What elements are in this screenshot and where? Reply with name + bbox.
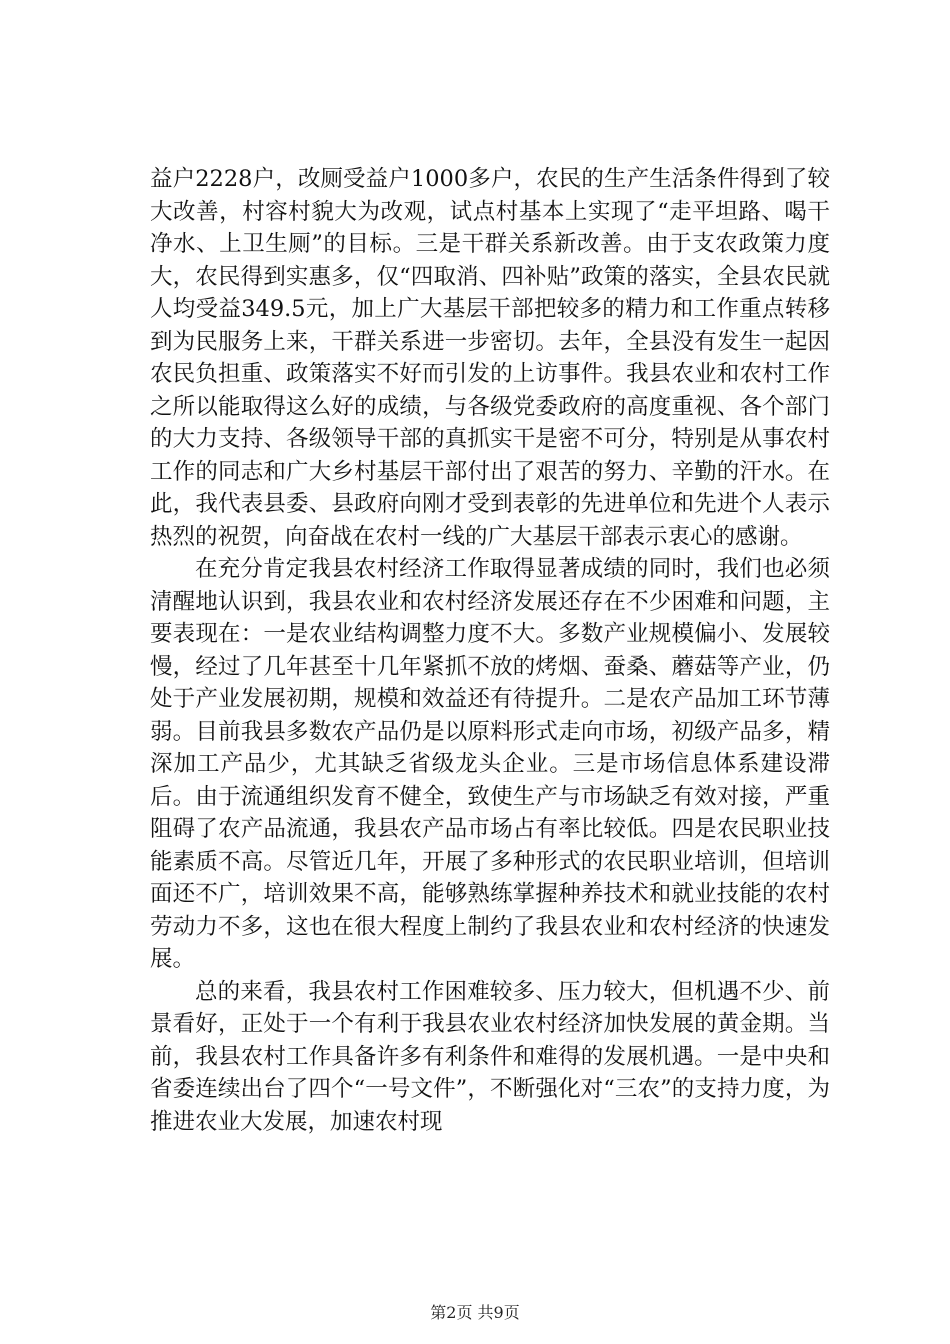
paragraph-1: 益户2228户，改厕受益户1000多户，农民的生产生活条件得到了较大改善，村容村貌大为改观，试点村基本上实现了“走平坦路、喝干净水、上卫生厕”的目标。三是干群关系新改善。由于支农政策力度大，农民得到实惠多，仅“四取消、四补贴”政策的落实，全县农民就人均受益349.5元，加上广大基层干部把较多的精力和工作重点转移到为民服务上来，干群关系进一步密切。去年，全县没有发生一起因农民负担重、政策落实不好而引发的上访事件。我县农业和农村工作之所以能取得这么好的成绩，与各级党委政府的高度重视、各个部门的大力支持、各级领导干部的真抓实干是密不可分，特别是从事农村工作的同志和广大乡村基层干部付出了艰苦的努力、辛勤的汗水。在此，我代表县委、县政府向刚才受到表彰的先进单位和先进个人表示热烈的祝贺，向奋战在农村一线的广大基层干部表示衷心的感谢。 <box>150 166 830 550</box>
page-number-footer: 第2页 共9页 <box>430 1303 520 1322</box>
paragraph-3: 总的来看，我县农村工作困难较多、压力较大，但机遇不少、前景看好，正处于一个有利于我县农业农村经济加快发展的黄金期。当前，我县农村工作具备许多有利条件和难得的发展机遇。一是中央和省委连续出台了四个“一号文件”，不断强化对“三农”的支持力度，为推进农业大发展，加速农村现 <box>150 978 830 1135</box>
body-text <box>150 163 830 1138</box>
paragraph-2: 在充分肯定我县农村经济工作取得显著成绩的同时，我们也必须清醒地认识到，我县农业和农村经济发展还存在不少困难和问题，主要表现在：一是农业结构调整力度不大。多数产业规模偏小、发展较慢，经过了几年甚至十几年紧抓不放的烤烟、蚕桑、蘑菇等产业，仍处于产业发展初期，规模和效益还有待提升。二是农产品加工环节薄弱。目前我县多数农产品仍是以原料形式走向市场，初级产品多，精深加工产品少，尤其缺乏省级龙头企业。三是市场信息体系建设滞后。由于流通组织发育不健全，致使生产与市场缺乏有效对接，严重阻碍了农产品流通，我县农产品市场占有率比较低。四是农民职业技能素质不高。尽管近几年，开展了多种形式的农民职业培训，但培训面还不广，培训效果不高，能够熟练掌握种养技术和就业技能的农村劳动力不多，这也在很大程度上制约了我县农业和农村经济的快速发展。 <box>150 556 830 972</box>
